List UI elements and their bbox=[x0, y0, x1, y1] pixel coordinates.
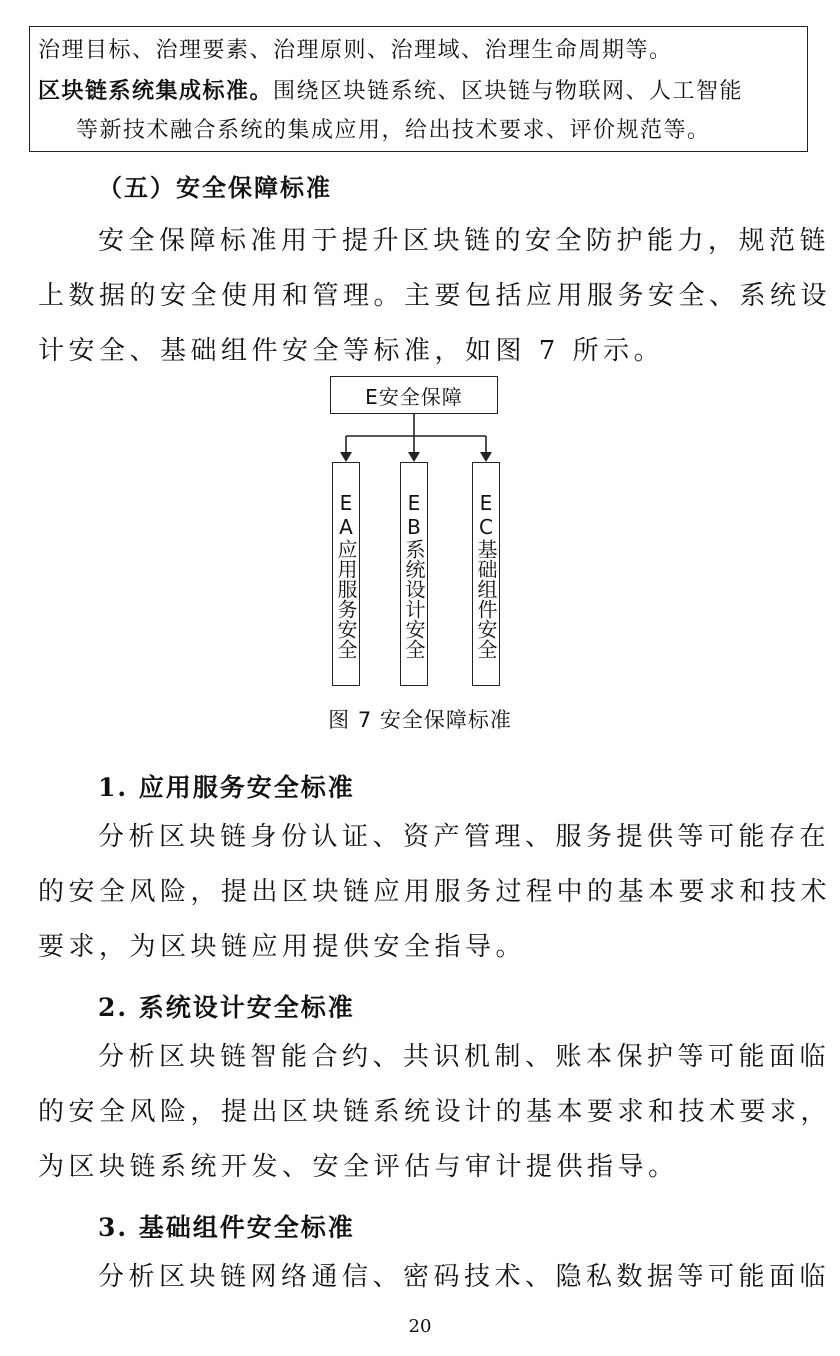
boxed-note-line-2-text: 围绕区块链系统、区块链与物联网、人工智能 bbox=[273, 79, 744, 104]
subsection-2-line-1: 分析区块链智能合约、共识机制、账本保护等可能面临 bbox=[98, 1042, 831, 1072]
subsection-2-line-3: 为区块链系统开发、安全评估与审计提供指导。 bbox=[38, 1152, 679, 1182]
subsection-1-title: 1. 应用服务安全标准 bbox=[98, 773, 355, 802]
boxed-note-line-2 bbox=[38, 77, 743, 106]
boxed-note-line-1: 治理目标、治理要素、治理原则、治理域、治理生命周期等。 bbox=[38, 38, 673, 63]
subsection-3-line-1: 分析区块链网络通信、密码技术、隐私数据等可能面临 bbox=[98, 1262, 831, 1292]
page-number: 20 bbox=[408, 1316, 432, 1337]
intro-line-2: 上数据的安全使用和管理。主要包括应用服务安全、系统设 bbox=[38, 281, 832, 311]
intro-line-1: 安全保障标准用于提升区块链的安全防护能力，规范链 bbox=[98, 226, 831, 256]
section-title: （五）安全保障标准 bbox=[98, 173, 332, 202]
diagram-node-ec: EC基础组件安全 bbox=[472, 462, 500, 686]
boxed-note bbox=[29, 26, 808, 152]
intro-line-3: 计安全、基础组件安全等标准，如图 7 所示。 bbox=[38, 336, 665, 366]
diagram-node-ea: EA应用服务安全 bbox=[332, 462, 360, 686]
diagram-node-eb: EB系统设计安全 bbox=[400, 462, 428, 686]
subsection-2-title: 2. 系统设计安全标准 bbox=[98, 993, 355, 1022]
arrow-ec-icon bbox=[480, 452, 492, 462]
subsection-1-line-3: 要求，为区块链应用提供安全指导。 bbox=[38, 932, 527, 962]
boxed-note-term: 区块链系统集成标准。 bbox=[38, 78, 274, 104]
diagram-root-node: E安全保障 bbox=[330, 376, 498, 414]
boxed-note-line-3: 等新技术融合系统的集成应用，给出技术要求、评价规范等。 bbox=[76, 118, 711, 143]
arrow-ea-icon bbox=[340, 452, 352, 462]
subsection-3-title: 3. 基础组件安全标准 bbox=[98, 1213, 355, 1242]
subsection-1-line-1: 分析区块链身份认证、资产管理、服务提供等可能存在 bbox=[98, 822, 831, 852]
arrow-eb-icon bbox=[408, 452, 420, 462]
figure-caption: 图 7 安全保障标准 bbox=[328, 708, 512, 732]
subsection-2-line-2: 的安全风险，提出区块链系统设计的基本要求和技术要求， bbox=[38, 1097, 832, 1127]
subsection-1-line-2: 的安全风险，提出区块链应用服务过程中的基本要求和技术 bbox=[38, 877, 832, 907]
